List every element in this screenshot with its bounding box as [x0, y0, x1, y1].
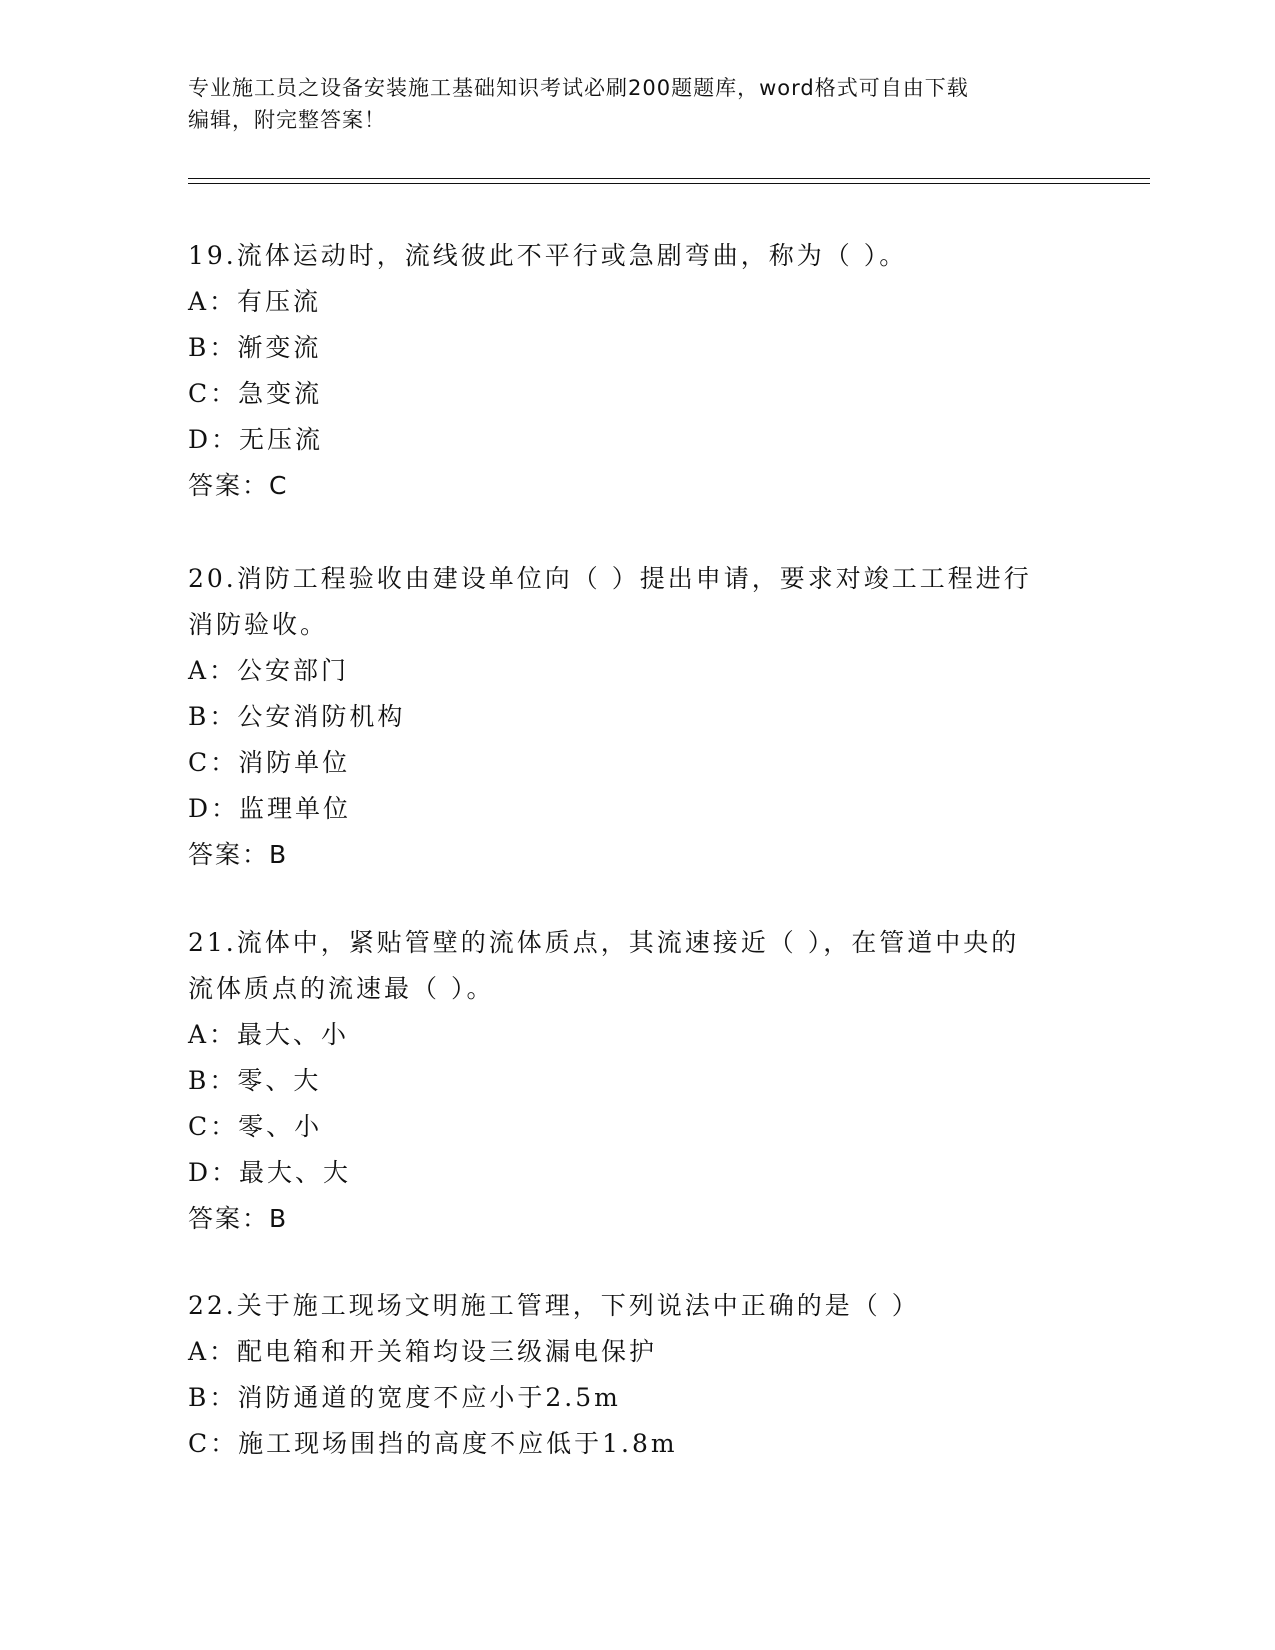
answer: 答案：B	[188, 1204, 289, 1233]
header-divider	[188, 178, 1150, 179]
option-b: B：消防通道的宽度不应小于2.5m	[188, 1383, 621, 1412]
option-c: C：零、小	[188, 1112, 323, 1141]
question-21	[188, 920, 1088, 1242]
header-line: 编辑，附完整答案！	[188, 108, 386, 132]
option-a: A：公安部门	[188, 656, 350, 685]
question-20	[188, 556, 1088, 878]
question-stem: 22.关于施工现场文明施工管理，下列说法中正确的是（ ）	[188, 1291, 920, 1320]
question-22	[188, 1283, 1088, 1467]
answer: 答案：C	[188, 471, 289, 500]
option-c: C：施工现场围挡的高度不应低于1.8m	[188, 1429, 678, 1458]
header-divider	[188, 183, 1150, 184]
question-19	[188, 233, 1088, 509]
option-c: C：急变流	[188, 379, 323, 408]
option-b: B：公安消防机构	[188, 702, 406, 731]
option-d: D：最大、大	[188, 1158, 352, 1187]
option-b: B：零、大	[188, 1066, 322, 1095]
option-b: B：渐变流	[188, 333, 322, 362]
question-stem: 21.流体中，紧贴管壁的流体质点，其流速接近（ ），在管道中央的	[188, 928, 1020, 957]
option-a: A：有压流	[188, 287, 322, 316]
question-stem: 19.流体运动时，流线彼此不平行或急剧弯曲，称为（ ）。	[188, 241, 908, 270]
option-a: A：最大、小	[188, 1020, 350, 1049]
answer: 答案：B	[188, 840, 289, 869]
question-stem: 流体质点的流速最（ ）。	[188, 974, 495, 1003]
question-stem: 20.消防工程验收由建设单位向（ ）提出申请，要求对竣工工程进行	[188, 564, 1032, 593]
document-header	[188, 72, 1088, 136]
option-d: D：监理单位	[188, 794, 352, 823]
option-d: D：无压流	[188, 425, 324, 454]
header-line: 专业施工员之设备安装施工基础知识考试必刷200题题库，word格式可自由下载	[188, 76, 969, 100]
option-c: C：消防单位	[188, 748, 351, 777]
option-a: A：配电箱和开关箱均设三级漏电保护	[188, 1337, 658, 1366]
question-stem: 消防验收。	[188, 610, 329, 639]
